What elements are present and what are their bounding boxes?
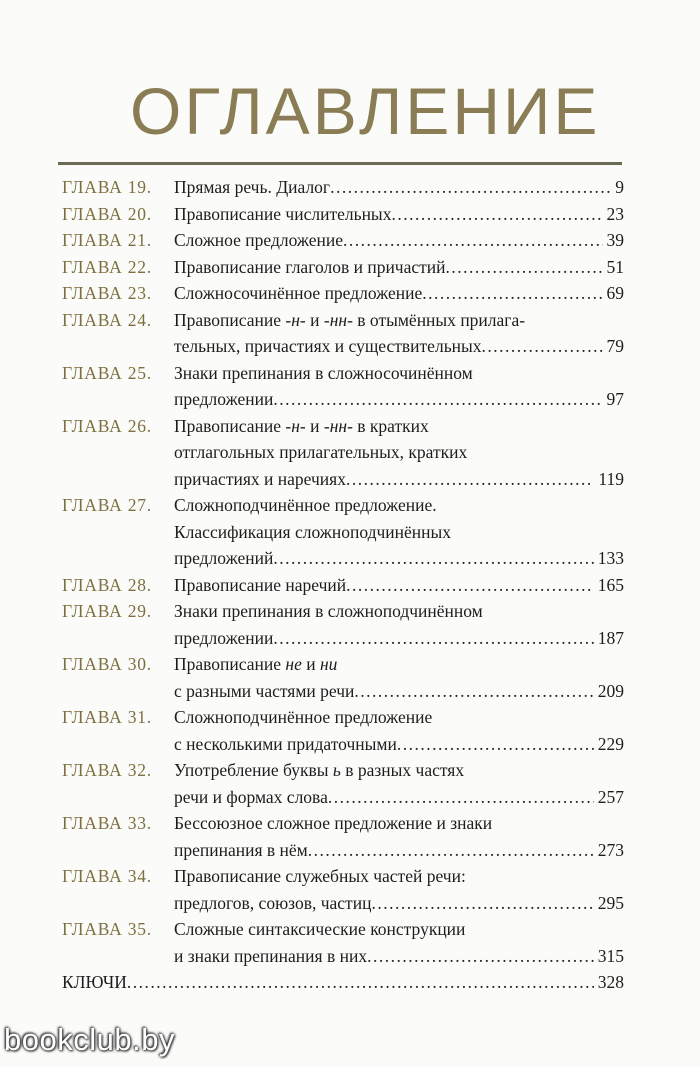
entry-title: предложении xyxy=(174,389,274,409)
page-number: 229 xyxy=(597,733,624,754)
leader-dots xyxy=(397,731,594,758)
entry-title: предложении xyxy=(174,627,274,648)
chapter-label: ГЛАВА 33. xyxy=(62,813,152,833)
chapter-label: ГЛАВА 24. xyxy=(62,309,152,330)
chapter-label: ГЛАВА 31. xyxy=(62,707,152,727)
chapter-label: ГЛАВА 27. xyxy=(62,495,152,515)
page-number: 69 xyxy=(606,283,624,303)
entry-title: причастиях и наречиях xyxy=(174,468,346,489)
chapter-label: ГЛАВА 34. xyxy=(62,866,152,886)
page-number: 119 xyxy=(598,468,624,489)
watermark: bookclub.by xyxy=(4,1022,175,1057)
entry-title: Правописание -н- и -нн- в отымённых прилага- xyxy=(174,309,526,330)
entry-title: предлогов, союзов, частиц xyxy=(174,892,372,913)
toc-entry[interactable] xyxy=(62,227,624,254)
toc-entry[interactable] xyxy=(62,201,624,228)
page-number: 187 xyxy=(597,627,624,648)
entry-title: Бессоюзное сложное предложение и знаки xyxy=(174,813,493,833)
toc-entry[interactable] xyxy=(62,174,624,201)
toc-entry[interactable] xyxy=(62,757,624,810)
chapter-label: ГЛАВА 25. xyxy=(62,362,152,383)
page-number: 315 xyxy=(597,945,624,966)
entry-title: Правописание служебных частей речи: xyxy=(174,866,466,886)
leader-dots xyxy=(446,254,603,281)
toc-entry[interactable] xyxy=(62,360,624,413)
page-number: 295 xyxy=(597,892,624,913)
leader-dots xyxy=(422,280,602,307)
chapter-label: ГЛАВА 22. xyxy=(62,256,152,277)
entry-title: Знаки препинания в сложноподчинённом xyxy=(174,601,483,621)
entry-title: Классификация сложноподчинённых xyxy=(174,521,452,542)
entry-title: тельных, причастиях и существительных xyxy=(174,336,482,356)
page-number: 165 xyxy=(597,574,624,595)
page-number: 209 xyxy=(597,680,624,701)
chapter-label: ГЛАВА 30. xyxy=(62,654,152,674)
leader-dots xyxy=(482,333,603,360)
toc-entry[interactable] xyxy=(62,704,624,757)
entry-title: Правописание наречий xyxy=(174,574,347,595)
entry-title: Правописание не и ни xyxy=(174,654,338,674)
entry-title: Употребление буквы ь в разных частях xyxy=(174,760,465,780)
entry-title: препинания в нём xyxy=(174,839,308,860)
page-number: 97 xyxy=(606,389,624,409)
page-number: 79 xyxy=(606,336,624,356)
toc-entry[interactable] xyxy=(62,492,624,572)
chapter-label: ГЛАВА 23. xyxy=(62,283,152,303)
page-number: 328 xyxy=(597,972,624,992)
toc-entry[interactable] xyxy=(62,280,624,307)
leader-dots xyxy=(346,572,594,599)
page-title: ОГЛАВЛЕНИЕ xyxy=(130,74,601,148)
leader-dots xyxy=(343,227,602,254)
toc-entry[interactable] xyxy=(62,572,624,599)
chapter-label: ГЛАВА 32. xyxy=(62,760,152,780)
toc-entry[interactable] xyxy=(62,307,624,360)
chapter-label: ГЛАВА 21. xyxy=(62,230,152,250)
leader-dots xyxy=(391,201,602,228)
toc-entry[interactable] xyxy=(62,916,624,969)
page-number: 39 xyxy=(606,230,624,250)
toc-entry[interactable] xyxy=(62,810,624,863)
entry-title: с несколькими придаточными xyxy=(174,733,397,754)
entry-title: и знаки препинания в них xyxy=(174,945,368,966)
page-number: 51 xyxy=(606,256,624,277)
leader-dots xyxy=(273,386,602,413)
entry-title: Правописание глаголов и причастий xyxy=(174,256,446,277)
entry-title: с разными частями речи xyxy=(174,680,355,701)
leader-dots xyxy=(308,837,594,864)
toc-entry[interactable] xyxy=(62,598,624,651)
page-number: 23 xyxy=(606,203,624,224)
chapter-label: ГЛАВА 29. xyxy=(62,601,152,621)
toc-entry[interactable] xyxy=(62,969,624,996)
leader-dots xyxy=(330,174,611,201)
chapter-label: ГЛАВА 35. xyxy=(62,919,152,939)
entry-title: предложений xyxy=(174,548,274,568)
entry-title: КЛЮЧИ xyxy=(62,972,127,992)
entry-title: Прямая речь. Диалог xyxy=(174,177,331,197)
chapter-label: ГЛАВА 19. xyxy=(62,177,152,197)
leader-dots xyxy=(328,784,594,811)
page-number: 273 xyxy=(597,839,624,860)
leader-dots xyxy=(367,943,594,970)
entry-title: Знаки препинания в сложносочинённом xyxy=(174,362,473,383)
entry-title: Сложносочинённое предложение xyxy=(174,283,423,303)
page-number: 257 xyxy=(597,786,624,807)
toc-entry[interactable] xyxy=(62,863,624,916)
leader-dots xyxy=(354,678,593,705)
toc-entry[interactable] xyxy=(62,651,624,704)
entry-title: Сложноподчинённое предложение. xyxy=(174,495,437,515)
chapter-label: ГЛАВА 26. xyxy=(62,415,152,436)
leader-dots xyxy=(273,545,593,572)
table-of-contents xyxy=(62,174,624,996)
leader-dots xyxy=(371,890,593,917)
entry-title: Сложное предложение xyxy=(174,230,344,250)
leader-dots xyxy=(273,625,593,652)
page-number: 133 xyxy=(597,548,624,568)
entry-title: Сложные синтаксические конструкции xyxy=(174,919,466,939)
entry-title: Правописание числительных xyxy=(174,203,392,224)
leader-dots xyxy=(346,466,594,493)
toc-entry[interactable] xyxy=(62,254,624,281)
chapter-label: ГЛАВА 20. xyxy=(62,203,152,224)
entry-title: Сложноподчинённое предложение xyxy=(174,707,433,727)
chapter-label: ГЛАВА 28. xyxy=(62,574,152,595)
title-divider xyxy=(58,162,622,165)
entry-title: отглагольных прилагательных, кратких xyxy=(174,442,468,462)
toc-entry[interactable] xyxy=(62,413,624,493)
leader-dots xyxy=(127,969,594,996)
entry-title: Правописание -н- и -нн- в кратких xyxy=(174,415,429,436)
entry-title: речи и формах слова xyxy=(174,786,328,807)
page-number: 9 xyxy=(615,177,624,197)
